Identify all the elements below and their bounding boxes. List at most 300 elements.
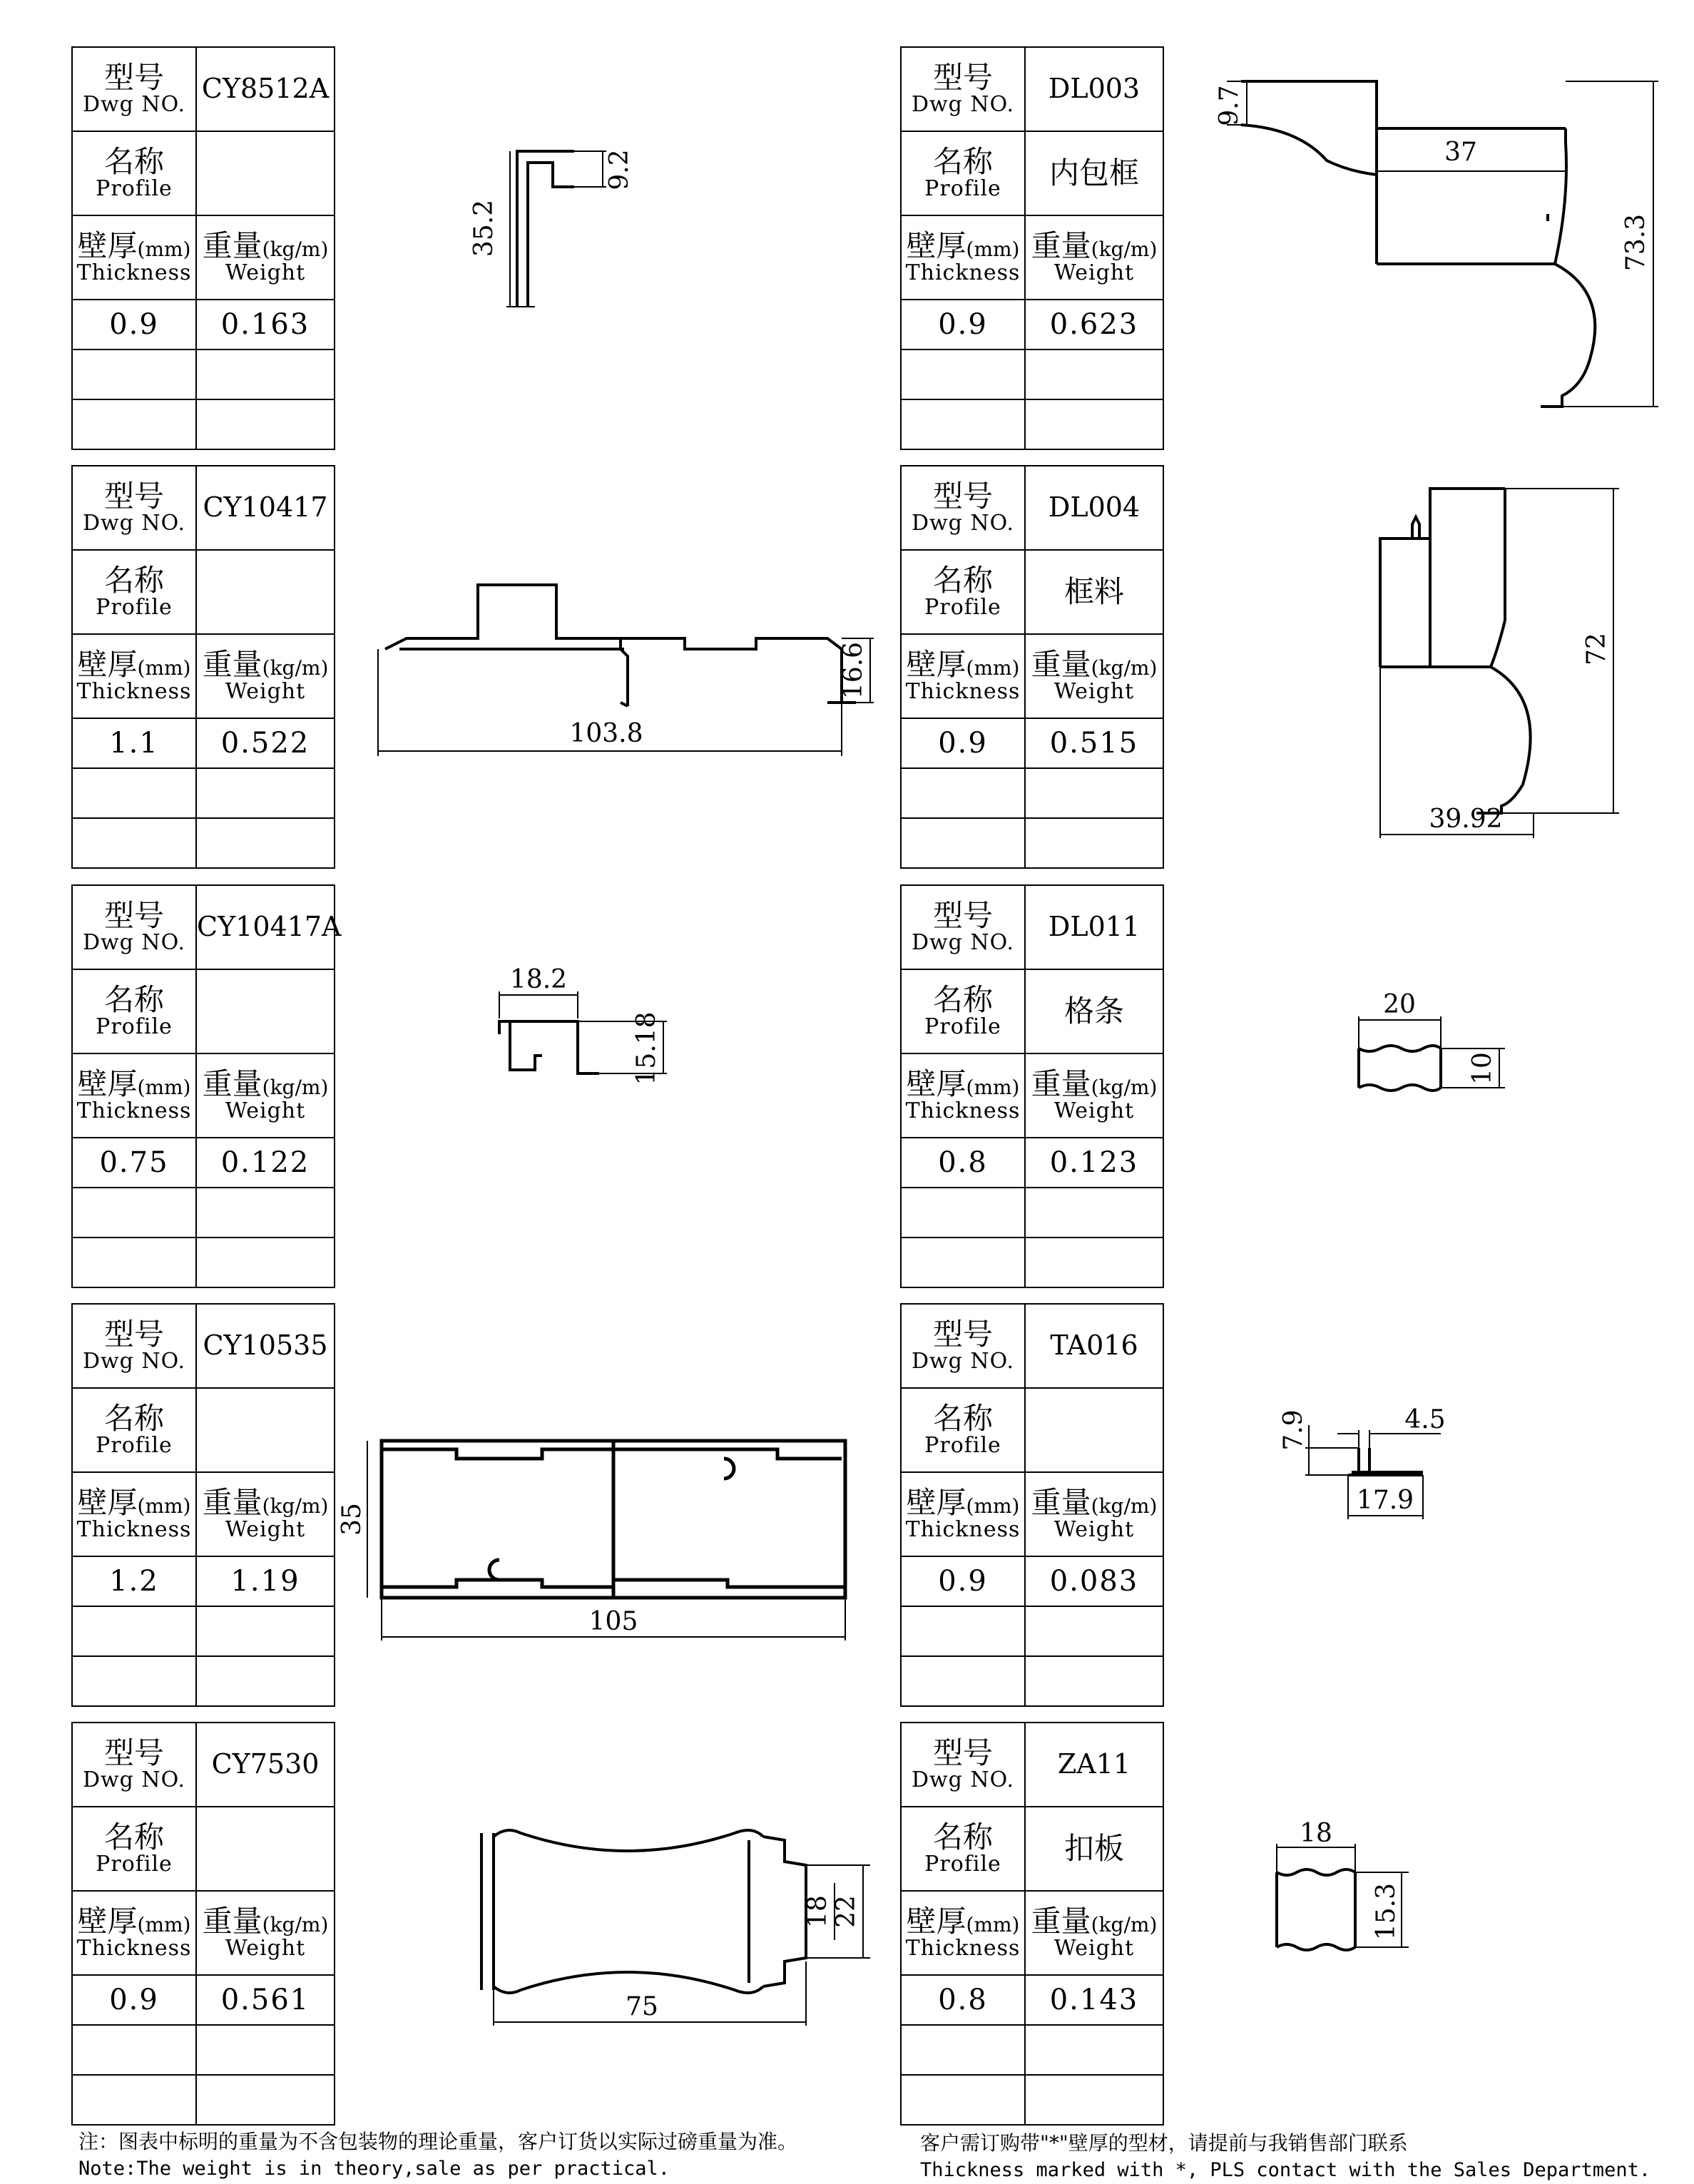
weight-value — [196, 1975, 335, 2025]
label-text: 重量 — [202, 228, 262, 264]
label-text: Dwg NO. — [911, 930, 1015, 956]
note-cn: 注：图表中标明的重量为不含包装物的理论重量，客户订货以实际过磅重量为准。 — [78, 2130, 798, 2153]
spec-table-cy7530 — [71, 1722, 335, 2126]
thickness-label — [901, 1472, 1025, 1556]
dwg-no-value — [1025, 1304, 1163, 1388]
empty-cell — [901, 818, 1025, 868]
label-text: 名称 — [103, 144, 164, 180]
label-text: (mm) — [137, 238, 191, 262]
dwg-no-value — [1025, 1723, 1163, 1807]
label-text: 壁厚 — [906, 647, 966, 683]
label-text: 名称 — [103, 1401, 164, 1437]
label-text: 0.9 — [109, 308, 159, 341]
thickness-value — [901, 1975, 1025, 2025]
footer-note-left — [78, 2128, 797, 2183]
label-text: Dwg NO. — [82, 1349, 186, 1374]
label-text: Profile — [924, 1433, 1001, 1459]
label-text: 名称 — [103, 1820, 164, 1855]
empty-cell — [72, 1188, 196, 1238]
label-text: 名称 — [932, 1401, 993, 1437]
dwg-no-value — [1025, 47, 1163, 131]
empty-cell — [901, 2075, 1025, 2125]
label-text: (kg/m) — [1091, 656, 1158, 680]
spec-table-dl011 — [900, 884, 1164, 1288]
empty-cell — [1025, 2075, 1163, 2125]
label-text: 型号 — [932, 479, 993, 514]
profile-drawing-ta016 — [1270, 1377, 1484, 1541]
profile-name — [1025, 131, 1163, 215]
label-text: 0.163 — [220, 308, 310, 341]
weight-value — [1025, 718, 1163, 768]
thickness-value — [901, 1556, 1025, 1606]
label-text: 重量 — [1031, 228, 1091, 264]
profile-label — [901, 131, 1025, 215]
label-text: 重量 — [1031, 1066, 1091, 1102]
dwg-no-label — [901, 47, 1025, 131]
label-text: 名称 — [103, 982, 164, 1018]
label-text: 格条 — [1063, 993, 1124, 1029]
profile-label — [72, 969, 196, 1053]
label-text: 名称 — [932, 144, 993, 180]
dim-label: 22 — [832, 1895, 861, 1928]
dim-label: 37 — [1444, 138, 1477, 167]
label-text: 壁厚 — [77, 647, 138, 683]
thickness-value — [72, 1138, 196, 1188]
profile-label — [72, 1807, 196, 1891]
empty-cell — [1025, 818, 1163, 868]
dim-label: 17.9 — [1356, 1486, 1414, 1515]
label-text: 0.522 — [220, 727, 310, 760]
profile-drawing-za11 — [1255, 1812, 1427, 1969]
label-text: 型号 — [103, 60, 164, 96]
thickness-value — [901, 1138, 1025, 1188]
label-text: (kg/m) — [262, 1913, 329, 1937]
label-text: (mm) — [966, 1494, 1020, 1519]
empty-cell — [901, 399, 1025, 449]
thickness-label — [901, 1891, 1025, 1975]
label-text: 重量 — [1031, 1485, 1091, 1521]
label-text: 名称 — [932, 1820, 993, 1855]
dim-label: 7.9 — [1279, 1409, 1308, 1451]
label-text: Profile — [924, 176, 1001, 202]
empty-cell — [901, 1606, 1025, 1656]
empty-cell — [72, 1656, 196, 1706]
label-text: 0.9 — [938, 1565, 988, 1598]
label-text: Dwg NO. — [82, 511, 186, 536]
empty-cell — [196, 768, 335, 818]
empty-cell — [901, 1188, 1025, 1238]
profile-label — [901, 1388, 1025, 1472]
label-text: Profile — [96, 1433, 173, 1459]
thickness-value — [901, 718, 1025, 768]
label-text: Thickness — [76, 1517, 192, 1543]
weight-label — [1025, 634, 1163, 718]
label-text: 重量 — [202, 1066, 262, 1102]
label-text: 0.515 — [1049, 727, 1139, 760]
label-text: 0.143 — [1049, 1984, 1139, 2016]
dim-label: 15.18 — [632, 1011, 661, 1086]
label-text: 型号 — [932, 1317, 993, 1352]
note-en: Thickness marked with *, PLS contact with the Sales Department. — [920, 2159, 1651, 2181]
spec-table-cy10417 — [71, 465, 335, 869]
label-text: 壁厚 — [77, 228, 138, 264]
profile-name — [1025, 969, 1163, 1053]
empty-cell — [1025, 1656, 1163, 1706]
empty-cell — [72, 2025, 196, 2075]
thickness-label — [72, 1891, 196, 1975]
label-text: Dwg NO. — [911, 511, 1015, 536]
dwg-no-value — [196, 1723, 335, 1807]
weight-label — [196, 1472, 335, 1556]
label-text: 1.19 — [230, 1565, 300, 1598]
dim-label: 20 — [1383, 990, 1416, 1019]
label-text: 0.9 — [938, 727, 988, 760]
label-text: Profile — [924, 1852, 1001, 1877]
dwg-no-value — [196, 466, 335, 550]
label-text: DL004 — [1048, 491, 1141, 524]
label-text: 壁厚 — [906, 1904, 966, 1939]
weight-label — [196, 1053, 335, 1138]
footer-note-right — [920, 2130, 1650, 2184]
label-text: 内包框 — [1048, 155, 1139, 190]
dim-label: 10 — [1468, 1052, 1497, 1085]
thickness-label — [72, 1053, 196, 1138]
label-text: 重量 — [202, 1485, 262, 1521]
empty-cell — [901, 2025, 1025, 2075]
thickness-label — [901, 215, 1025, 300]
dwg-no-label — [72, 466, 196, 550]
label-text: Dwg NO. — [82, 930, 186, 956]
profile-label — [72, 550, 196, 634]
label-text: TA016 — [1050, 1330, 1138, 1362]
label-text: 框料 — [1063, 573, 1124, 609]
label-text: (kg/m) — [1091, 1494, 1158, 1519]
empty-cell — [1025, 1238, 1163, 1287]
spec-table-cy10417a — [71, 884, 342, 1288]
note-cn: 客户需订购带"*"壁厚的型材，请提前与我销售部门联系 — [920, 2131, 1408, 2155]
empty-cell — [196, 1188, 335, 1238]
empty-cell — [196, 1606, 335, 1656]
dim-label: 105 — [588, 1607, 638, 1636]
profile-label — [72, 131, 196, 215]
thickness-value — [72, 1556, 196, 1606]
empty-cell — [1025, 349, 1163, 399]
empty-cell — [72, 768, 196, 818]
label-text: Weight — [1053, 260, 1135, 286]
label-text: DL011 — [1048, 911, 1141, 943]
label-text: 型号 — [932, 898, 993, 934]
spec-table-cy8512a — [71, 46, 335, 450]
label-text: Profile — [924, 595, 1001, 621]
dwg-no-label — [901, 466, 1025, 550]
label-text: Weight — [225, 679, 306, 705]
empty-cell — [72, 399, 196, 449]
label-text: (mm) — [966, 1076, 1020, 1100]
label-text: Thickness — [905, 679, 1021, 705]
label-text: Weight — [1053, 1098, 1135, 1124]
empty-cell — [196, 2025, 335, 2075]
label-text: 重量 — [1031, 647, 1091, 683]
label-text: 0.9 — [938, 308, 988, 341]
profile-drawing-dl011 — [1341, 977, 1512, 1106]
label-text: (kg/m) — [1091, 1913, 1158, 1937]
label-text: 壁厚 — [906, 228, 966, 264]
label-text: 型号 — [932, 60, 993, 96]
label-text: Profile — [924, 1014, 1001, 1040]
empty-cell — [72, 2075, 196, 2125]
label-text: 型号 — [932, 1735, 993, 1771]
dim-label: 103.8 — [569, 719, 643, 748]
label-text: (mm) — [137, 1913, 191, 1937]
empty-cell — [196, 1656, 335, 1706]
dim-label: 35 — [337, 1503, 367, 1536]
profile-label — [901, 969, 1025, 1053]
profile-name — [196, 969, 335, 1053]
dim-label: 18.2 — [509, 965, 568, 994]
empty-cell — [72, 1606, 196, 1656]
label-text: 名称 — [932, 982, 993, 1018]
dim-label: 18 — [803, 1895, 832, 1928]
weight-label — [1025, 215, 1163, 300]
spec-table-ta016 — [900, 1303, 1164, 1707]
label-text: Dwg NO. — [82, 92, 186, 118]
label-text: Dwg NO. — [82, 1767, 186, 1793]
label-text: Thickness — [905, 1098, 1021, 1124]
dim-label: 15.3 — [1372, 1882, 1401, 1941]
label-text: 型号 — [103, 479, 164, 514]
label-text: 0.8 — [938, 1146, 988, 1179]
label-text: 重量 — [1031, 1904, 1091, 1939]
label-text: Thickness — [905, 1936, 1021, 1961]
empty-cell — [1025, 1606, 1163, 1656]
note-en: Note:The weight is in theory,sale as per practical. — [78, 2158, 670, 2180]
label-text: Weight — [225, 1936, 306, 1961]
profile-drawing-cy8512a — [456, 136, 642, 328]
profile-drawing-cy10417 — [371, 578, 884, 770]
thickness-label — [72, 215, 196, 300]
label-text: (mm) — [137, 1076, 191, 1100]
dim-label: 72 — [1582, 633, 1611, 665]
empty-cell — [72, 818, 196, 868]
dwg-no-label — [72, 1304, 196, 1388]
label-text: (mm) — [966, 1913, 1020, 1937]
dwg-no-value — [196, 1304, 335, 1388]
profile-name — [196, 1807, 335, 1891]
label-text: 名称 — [103, 563, 164, 598]
thickness-label — [901, 634, 1025, 718]
weight-value — [1025, 1975, 1163, 2025]
dwg-no-value — [196, 47, 335, 131]
empty-cell — [1025, 768, 1163, 818]
weight-label — [1025, 1891, 1163, 1975]
label-text: Weight — [225, 260, 306, 286]
label-text: Thickness — [905, 1517, 1021, 1543]
label-text: CY10535 — [203, 1330, 328, 1362]
label-text: 重量 — [202, 1904, 262, 1939]
dwg-no-value — [1025, 885, 1163, 969]
label-text: Dwg NO. — [911, 92, 1015, 118]
profile-label — [72, 1388, 196, 1472]
profile-name — [1025, 1388, 1163, 1472]
spec-table-dl003 — [900, 46, 1164, 450]
label-text: CY7530 — [211, 1748, 320, 1780]
label-text: 壁厚 — [906, 1066, 966, 1102]
dim-label: 4.5 — [1404, 1405, 1446, 1434]
profile-name — [196, 550, 335, 634]
empty-cell — [196, 818, 335, 868]
thickness-value — [72, 300, 196, 349]
empty-cell — [1025, 1188, 1163, 1238]
dwg-no-value — [1025, 466, 1163, 550]
label-text: Profile — [96, 1852, 173, 1877]
empty-cell — [901, 1238, 1025, 1287]
profile-name — [196, 131, 335, 215]
profile-drawing-cy10417a — [485, 956, 685, 1098]
label-text: (kg/m) — [262, 656, 329, 680]
weight-label — [196, 634, 335, 718]
profile-drawing-dl003 — [1213, 71, 1669, 428]
dim-label: 75 — [626, 1992, 658, 2021]
weight-label — [196, 215, 335, 300]
label-text: 0.083 — [1049, 1565, 1139, 1598]
weight-value — [196, 1138, 335, 1188]
profile-name — [1025, 1807, 1163, 1891]
dwg-no-label — [72, 1723, 196, 1807]
dwg-no-value — [196, 885, 342, 969]
label-text: 壁厚 — [77, 1066, 138, 1102]
dwg-no-label — [901, 1723, 1025, 1807]
dim-label: 9.7 — [1215, 85, 1244, 126]
label-text: 壁厚 — [77, 1904, 138, 1939]
empty-cell — [901, 349, 1025, 399]
profile-drawing-cy10535 — [328, 1419, 856, 1655]
label-text: Dwg NO. — [911, 1767, 1015, 1793]
spec-table-cy10535 — [71, 1303, 335, 1707]
label-text: Profile — [96, 1014, 173, 1040]
label-text: Thickness — [76, 679, 192, 705]
label-text: (kg/m) — [1091, 238, 1158, 262]
thickness-label — [72, 634, 196, 718]
label-text: (mm) — [137, 1494, 191, 1519]
label-text: 名称 — [932, 563, 993, 598]
label-text: 0.561 — [220, 1984, 310, 2016]
label-text: 型号 — [103, 1317, 164, 1352]
label-text: Weight — [225, 1098, 306, 1124]
label-text: 型号 — [103, 1735, 164, 1771]
empty-cell — [196, 349, 335, 399]
empty-cell — [901, 768, 1025, 818]
label-text: 1.2 — [109, 1565, 159, 1598]
label-text: Weight — [225, 1517, 306, 1543]
weight-label — [1025, 1472, 1163, 1556]
thickness-value — [901, 300, 1025, 349]
thickness-value — [72, 1975, 196, 2025]
dim-label: 9.2 — [605, 149, 634, 190]
profile-drawing-dl004 — [1362, 478, 1662, 849]
weight-label — [1025, 1053, 1163, 1138]
label-text: 0.8 — [938, 1984, 988, 2016]
profile-label — [901, 1807, 1025, 1891]
weight-value — [196, 718, 335, 768]
thickness-value — [72, 718, 196, 768]
label-text: 壁厚 — [906, 1485, 966, 1521]
dim-label: 73.3 — [1621, 213, 1650, 272]
label-text: 0.123 — [1049, 1146, 1139, 1179]
empty-cell — [72, 1238, 196, 1287]
empty-cell — [196, 1238, 335, 1287]
label-text: Thickness — [76, 1936, 192, 1961]
weight-value — [1025, 300, 1163, 349]
label-text: (mm) — [137, 656, 191, 680]
thickness-label — [901, 1053, 1025, 1138]
empty-cell — [196, 399, 335, 449]
thickness-label — [72, 1472, 196, 1556]
label-text: 0.9 — [109, 1984, 159, 2016]
label-text: DL003 — [1048, 73, 1141, 105]
weight-value — [196, 1556, 335, 1606]
label-text: (mm) — [966, 238, 1020, 262]
label-text: 壁厚 — [77, 1485, 138, 1521]
label-text: 型号 — [103, 898, 164, 934]
dwg-no-label — [901, 885, 1025, 969]
dim-label: 16.6 — [839, 641, 868, 700]
spec-table-dl004 — [900, 465, 1164, 869]
label-text: Weight — [1053, 1936, 1135, 1961]
dwg-no-label — [901, 1304, 1025, 1388]
label-text: CY10417A — [197, 911, 342, 943]
label-text: 扣板 — [1063, 1830, 1124, 1866]
spec-table-za11 — [900, 1722, 1164, 2126]
label-text: 0.122 — [220, 1146, 310, 1179]
empty-cell — [72, 349, 196, 399]
empty-cell — [1025, 2025, 1163, 2075]
label-text: CY8512A — [201, 73, 330, 105]
label-text: 0.75 — [99, 1146, 169, 1179]
label-text: ZA11 — [1057, 1748, 1131, 1780]
label-text: Thickness — [76, 260, 192, 286]
profile-drawing-cy7530 — [464, 1812, 877, 2040]
dim-label: 35.2 — [469, 199, 499, 257]
label-text: (kg/m) — [262, 1494, 329, 1519]
label-text: (kg/m) — [1091, 1076, 1158, 1100]
empty-cell — [1025, 399, 1163, 449]
profile-name — [196, 1388, 335, 1472]
weight-value — [1025, 1556, 1163, 1606]
label-text: (kg/m) — [262, 238, 329, 262]
dwg-no-label — [72, 47, 196, 131]
label-text: 0.623 — [1049, 308, 1139, 341]
label-text: 1.1 — [109, 727, 159, 760]
label-text: (kg/m) — [262, 1076, 329, 1100]
dwg-no-label — [72, 885, 196, 969]
label-text: 重量 — [202, 647, 262, 683]
label-text: Thickness — [76, 1098, 192, 1124]
label-text: Profile — [96, 595, 173, 621]
profile-name — [1025, 550, 1163, 634]
weight-value — [196, 300, 335, 349]
label-text: CY10417 — [203, 491, 328, 524]
label-text: Weight — [1053, 679, 1135, 705]
label-text: Profile — [96, 176, 173, 202]
empty-cell — [196, 2075, 335, 2125]
weight-label — [196, 1891, 335, 1975]
label-text: Weight — [1053, 1517, 1135, 1543]
label-text: Thickness — [905, 260, 1021, 286]
dim-label: 39.92 — [1429, 805, 1503, 834]
dim-label: 18 — [1300, 1819, 1332, 1848]
weight-value — [1025, 1138, 1163, 1188]
label-text: (mm) — [966, 656, 1020, 680]
